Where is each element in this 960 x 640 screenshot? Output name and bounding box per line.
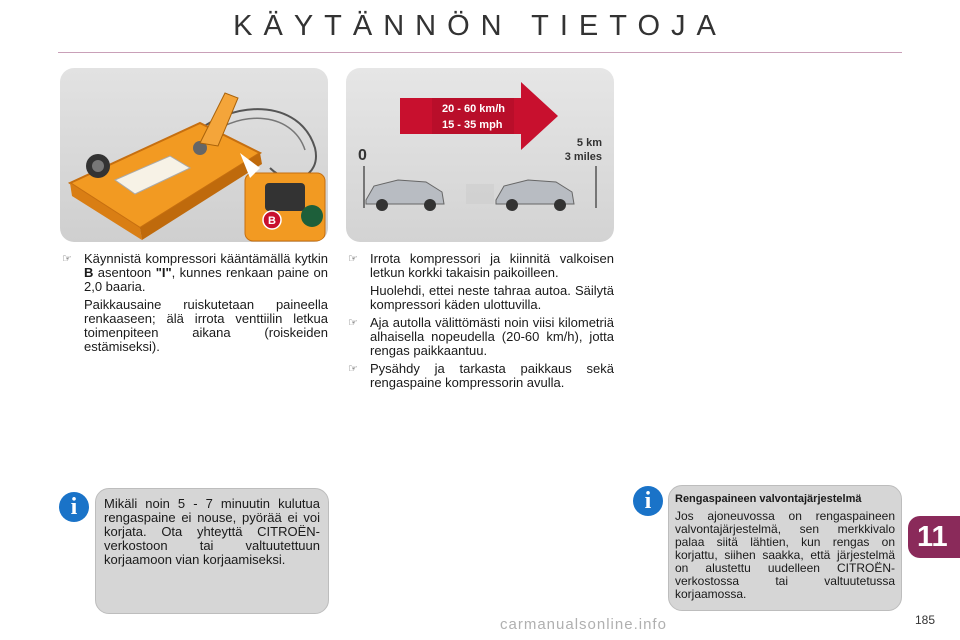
- info-title: Rengaspaineen valvontajärjestelmä: [675, 493, 862, 505]
- page-title: KÄYTÄNNÖN TIETOJA: [233, 10, 727, 42]
- start-marker: 0: [358, 147, 367, 164]
- speed-mph: 15 - 35 mph: [442, 119, 503, 131]
- switch-b-label: B: [268, 215, 276, 227]
- compressor-drawing: [60, 68, 328, 242]
- instruction-item: ☞ Käynnistä kompressori kääntämällä kytkin B asentoon "I", kunnes renkaan paine on 2,0 baaria.: [62, 251, 329, 294]
- info-icon: i: [633, 486, 663, 516]
- info-box-right: [668, 485, 902, 611]
- page-number: 185: [915, 613, 936, 627]
- instruction-item: ☞ Aja autolla välittömästi noin viisi kilometriä alhaisella nopeudella (20-60 km/h), jotta rengas paikkaantuu.: [348, 315, 614, 358]
- bullet-arrow-icon: ☞: [348, 317, 358, 329]
- car-moving-icon: [466, 180, 574, 211]
- info-text: Jos ajoneuvossa on rengaspaineen valvontajärjestelmä, sen merkkivalo palaa siitä lähtien, kun rengas on korjattu, siihen saakka, että järjestelmä on alustettu uudelleen CITROËN-verkostossa tai valtuutetussa korjaamossa.: [675, 509, 895, 601]
- chapter-tab: 11: [908, 516, 960, 558]
- instruction-paragraph: Paikkausaine ruiskutetaan paineella renkaaseen; älä irrota venttiilin letkua toimenpiteen aikana (roiskeiden estämiseksi).: [84, 297, 328, 354]
- distance-km: 5 km: [576, 137, 602, 149]
- compressor-illustration: [60, 68, 328, 242]
- right-instructions: [348, 252, 614, 394]
- info-box-left: [95, 488, 329, 614]
- distance-miles: 3 miles: [564, 151, 602, 163]
- watermark: carmanualsonline.info: [500, 616, 667, 633]
- instruction-paragraph: Huolehdi, ettei neste tahraa autoa. Säilytä kompressori käden ulottuvilla.: [370, 283, 614, 312]
- instruction-item: ☞ Pysähdy ja tarkasta paikkaus sekä rengaspaine kompressorin avulla.: [348, 361, 614, 390]
- instruction-item: ☞ Irrota kompressori ja kiinnitä valkoisen letkun korkki takaisin paikoilleen.: [348, 251, 614, 280]
- bullet-arrow-icon: ☞: [348, 253, 358, 265]
- title-divider: [58, 52, 902, 53]
- left-instructions: [62, 252, 328, 358]
- info-text: Mikäli noin 5 - 7 minuutin kulutua rengaspaine ei nouse, pyörää ei voi korjata. Ota yhteyttä CITROËN-verkostoon tai valtuutettuun korjaamoon vian korjaamiseksi.: [104, 496, 320, 567]
- bullet-arrow-icon: ☞: [348, 363, 358, 375]
- car-start-icon: [366, 180, 444, 211]
- driving-drawing: [346, 68, 614, 242]
- bullet-arrow-icon: ☞: [62, 253, 72, 265]
- driving-illustration: [346, 68, 614, 242]
- speed-kmh: 20 - 60 km/h: [442, 103, 505, 115]
- info-icon: i: [59, 492, 89, 522]
